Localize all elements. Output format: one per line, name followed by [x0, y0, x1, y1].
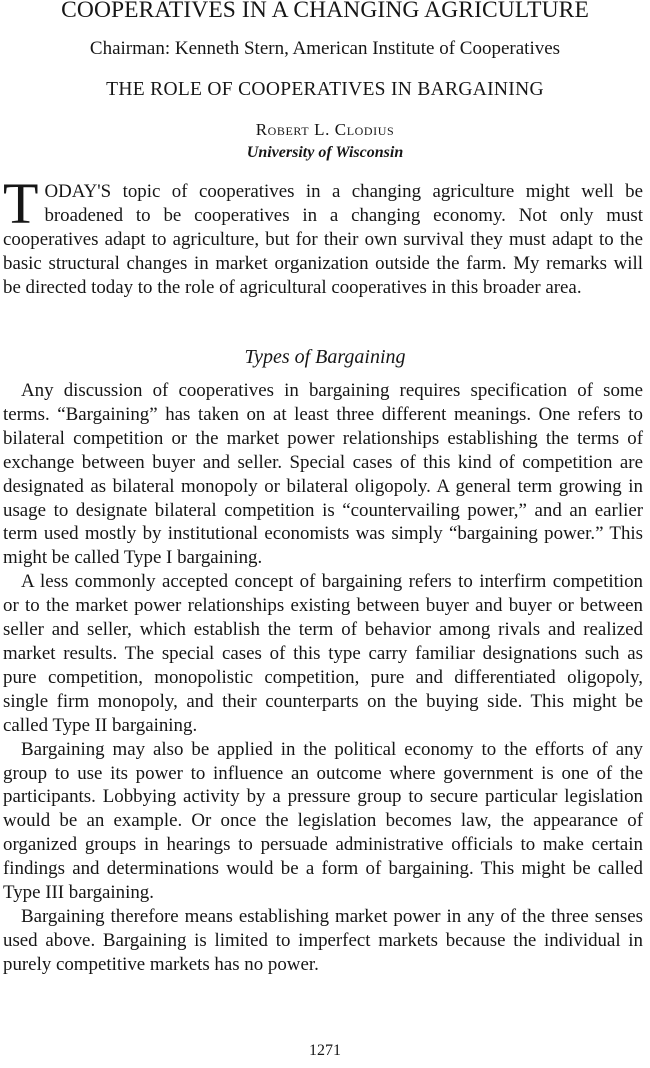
body-paragraph: Any discussion of cooperatives in bargaining requires specification of some terms. “Bargaining” has taken on at least three different meanings. One refers to bilateral competition or the market power relationships establishing the terms of exchange between buyer and seller. Special cases of this kind of competition are designated as bilateral monopoly or bilateral oligopoly. A general term growing in usage to designate bilateral competition is “countervailing power,” and an earlier term used mostly by institutional economists was simply “bargaining power.” This might be called Type I bargaining. — [3, 380, 643, 569]
session-chairman: Chairman: Kenneth Stern, American Institute of Cooperatives — [89, 38, 561, 59]
intro-paragraph — [3, 171, 643, 300]
article-title: THE ROLE OF COOPERATIVES IN BARGAINING — [106, 79, 544, 100]
author-affiliation: University of Wisconsin — [246, 144, 404, 161]
intro-text: ODAY'S topic of cooperatives in a changing agriculture might well be broadened to be cooperatives in a changing economy. Not only must cooperatives adapt to agriculture, but for their own survival they must adapt to the basic structural changes in market organization outside the farm. My remarks will be directed today to the role of agricultural cooperatives in this broader area. — [3, 181, 643, 298]
page-number: 1271 — [309, 1042, 341, 1059]
author-name: Robert L. Clodius — [255, 120, 395, 139]
session-title: COOPERATIVES IN A CHANGING AGRICULTURE — [61, 0, 589, 23]
section-heading: Types of Bargaining — [244, 346, 406, 368]
body-paragraph: Bargaining may also be applied in the political economy to the efforts of any group to use its power to influence an outcome where government is one of the participants. Lobbying activity by a pressure group to secure particular legislation would be an example. Or once the legislation becomes law, the appearance of organized groups in hearings to persuade administrative officials to make certain findings and determinations would be a form of bargaining. This might be called Type III bargaining. — [3, 738, 643, 904]
article-body — [3, 379, 643, 977]
drop-cap: T — [3, 171, 39, 236]
body-paragraph: Bargaining therefore means establishing market power in any of the three senses used above. Bargaining is limited to imperfect markets because the individual in purely competitive markets has no power. — [3, 905, 643, 975]
body-paragraph: A less commonly accepted concept of bargaining refers to interfirm competition or to the market power relationships existing between buyer and buyer or between seller and seller, which establish the term of behavior among rivals and realized market results. The special cases of this type carry familiar designations such as pure competition, monopolistic competition, pure and differentiated oligopoly, single firm monopoly, and their counterparts on the buying side. This might be called Type II bargaining. — [3, 571, 643, 736]
